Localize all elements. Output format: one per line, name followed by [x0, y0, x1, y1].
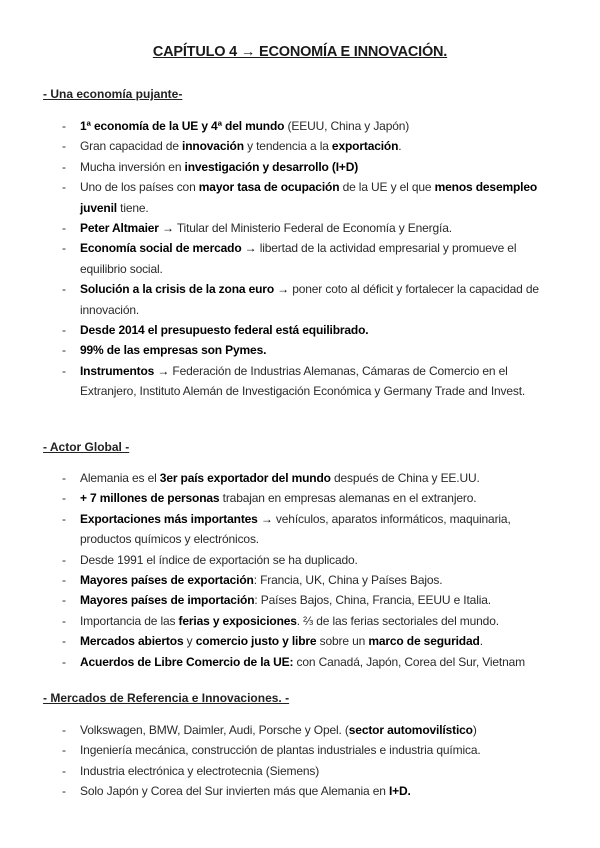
- dash-bullet: -: [62, 221, 66, 236]
- dash-bullet: -: [62, 763, 66, 778]
- list-item: [0, 631, 600, 651]
- bold-text: 1ª economía de la UE y 4ª del mundo: [80, 119, 285, 133]
- list-item: [0, 116, 600, 136]
- text: de la UE y el que: [339, 180, 435, 195]
- text: Federación de Industrias Alemanas, Cámaras de Comercio en el Extranjero, Instituto Alemán de Investigación Económica y Germany Trade and Invest.: [80, 363, 526, 399]
- bold-text: Exportaciones más importantes →: [80, 511, 273, 526]
- text: sobre un: [316, 634, 369, 649]
- bold-text: Acuerdos de Libre Comercio de la UE:: [80, 654, 294, 669]
- bold-text: 3er país exportador del mundo: [159, 471, 331, 485]
- list-item: [0, 157, 600, 177]
- bold-text: investigación y desarrollo (I+D): [184, 159, 359, 174]
- text: y tendencia a la: [243, 139, 332, 154]
- bullet-list-economia-pujante: [0, 116, 600, 402]
- text: Uno de los países con: [80, 180, 199, 195]
- text: Ingeniería mecánica, construcción de plantas industriales e industria química.: [80, 743, 481, 758]
- text: .: [479, 634, 483, 649]
- bold-text: marco de seguridad: [368, 634, 480, 649]
- bold-text: Mayores países de exportación: [80, 573, 254, 588]
- list-item: [0, 781, 600, 801]
- bold-text: menos desempleo juvenil: [80, 180, 538, 215]
- dash-bullet: -: [62, 363, 66, 378]
- list-item: [0, 340, 600, 360]
- dash-bullet: -: [62, 654, 66, 669]
- text: Importancia de las: [80, 613, 179, 628]
- dash-bullet: -: [62, 491, 66, 506]
- bold-text: Instrumentos →: [80, 363, 170, 378]
- list-item: [0, 611, 600, 631]
- list-item: [0, 590, 600, 610]
- dash-bullet: -: [62, 471, 66, 485]
- text: Solo Japón y Corea del Sur invierten más que Alemania en: [80, 784, 389, 799]
- bullet-list-mercados-referencia: [0, 720, 600, 802]
- text: Desde 1991 el índice de exportación se ha duplicado.: [80, 552, 358, 567]
- section-heading-economia-pujante: - Una economía pujante-: [43, 87, 183, 101]
- section-heading-actor-global: - Actor Global -: [43, 440, 130, 454]
- bold-text: Solución a la crisis de la zona euro →: [80, 282, 290, 297]
- list-item: [0, 761, 600, 781]
- list-item: [0, 177, 600, 218]
- list-item: [0, 218, 600, 238]
- dash-bullet: -: [62, 343, 66, 358]
- text: Industria electrónica y electrotecnia (Siemens): [80, 763, 320, 778]
- text: (EEUU, China y Japón): [284, 119, 410, 133]
- bold-text: comercio justo y libre: [195, 634, 317, 649]
- text: Alemania es el: [80, 471, 160, 485]
- page-title: CAPÍTULO 4 → ECONOMÍA E INNOVACIÓN.: [152, 44, 448, 60]
- bold-text: I+D.: [388, 784, 411, 799]
- bold-text: mayor tasa de ocupación: [198, 180, 340, 195]
- dash-bullet: -: [62, 119, 66, 133]
- list-item: [0, 740, 600, 760]
- list-item: [0, 136, 600, 156]
- dash-bullet: -: [62, 613, 66, 628]
- text: .: [398, 139, 402, 154]
- list-item: [0, 550, 600, 570]
- text: . ⅔ de las ferias sectoriales del mundo.: [296, 613, 499, 628]
- list-item: [0, 279, 600, 320]
- list-item: [0, 238, 600, 279]
- dash-bullet: -: [62, 241, 66, 256]
- list-item: [0, 320, 600, 340]
- list-item: [0, 361, 600, 402]
- bold-text: Mayores países de importación: [80, 593, 255, 608]
- bold-text: exportación: [331, 139, 399, 154]
- dash-bullet: -: [62, 323, 66, 338]
- text: Mucha inversión en: [80, 159, 185, 174]
- text: tiene.: [116, 200, 149, 215]
- list-item: [0, 720, 600, 740]
- text: ): [472, 723, 477, 737]
- list-item: [0, 652, 600, 672]
- bold-text: Peter Altmaier →: [80, 221, 174, 236]
- dash-bullet: -: [62, 573, 66, 588]
- dash-bullet: -: [62, 593, 66, 608]
- text: trabajan en empresas alemanas en el extranjero.: [219, 491, 477, 506]
- dash-bullet: -: [62, 552, 66, 567]
- text: poner coto al déficit y fortalecer la capacidad de innovación.: [80, 282, 539, 317]
- text: : Francia, UK, China y Países Bajos.: [253, 573, 443, 588]
- dash-bullet: -: [62, 282, 66, 297]
- list-item: [0, 570, 600, 590]
- text: libertad de la actividad empresarial y promueve el equilibrio social.: [80, 241, 517, 276]
- bold-text: 99% de las empresas son Pymes.: [80, 343, 267, 358]
- bold-text: sector automovilístico: [348, 723, 473, 737]
- bold-text: Economía social de mercado →: [80, 241, 257, 256]
- list-item: [0, 509, 600, 550]
- text: Volkswagen, BMW, Daimler, Audi, Porsche y Opel. (: [80, 723, 349, 737]
- text: Titular del Ministerio Federal de Economía y Energía.: [173, 221, 452, 236]
- list-item: [0, 468, 600, 488]
- dash-bullet: -: [62, 180, 66, 195]
- dash-bullet: -: [62, 723, 66, 737]
- dash-bullet: -: [62, 743, 66, 758]
- bullet-list-actor-global: [0, 468, 600, 672]
- dash-bullet: -: [62, 159, 66, 174]
- text: Gran capacidad de: [80, 139, 183, 154]
- dash-bullet: -: [62, 511, 66, 526]
- bold-text: Desde 2014 el presupuesto federal está equilibrado.: [80, 323, 369, 338]
- section-heading-mercados-referencia: - Mercados de Referencia e Innovaciones. -: [43, 691, 290, 705]
- text: después de China y EE.UU.: [330, 471, 480, 485]
- text: : Países Bajos, China, Francia, EEUU e Italia.: [254, 593, 491, 608]
- dash-bullet: -: [62, 784, 66, 799]
- list-item: [0, 488, 600, 508]
- text: con Canadá, Japón, Corea del Sur, Vietnam: [293, 654, 525, 669]
- text: y: [183, 634, 196, 649]
- bold-text: + 7 millones de personas: [80, 491, 220, 506]
- text: vehículos, aparatos informáticos, maquinaria, productos químicos y electrónicos.: [80, 511, 511, 547]
- dash-bullet: -: [62, 139, 66, 154]
- dash-bullet: -: [62, 634, 66, 649]
- bold-text: Mercados abiertos: [80, 634, 184, 649]
- bold-text: ferias y exposiciones: [178, 613, 297, 628]
- bold-text: innovación: [182, 139, 244, 154]
